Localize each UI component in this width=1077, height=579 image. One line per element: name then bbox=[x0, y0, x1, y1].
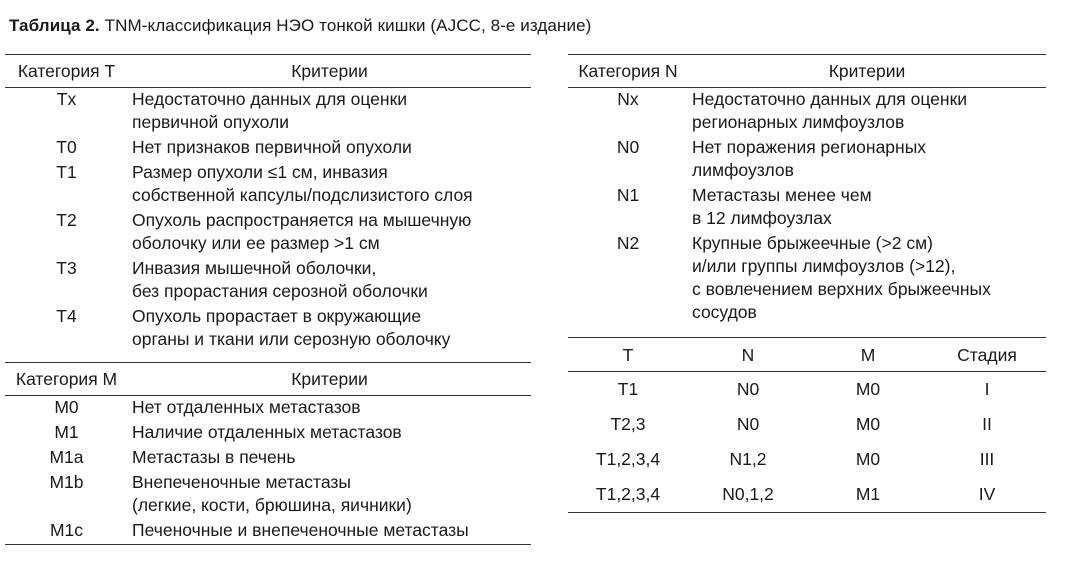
stage-cell-n: N0,1,2 bbox=[722, 484, 774, 504]
m-row-criteria-line: Печеночные и внепеченочные метастазы bbox=[132, 520, 469, 540]
m-row bbox=[5, 396, 531, 422]
n-row bbox=[568, 232, 1046, 326]
n-row-criteria-line: Недостаточно данных для оценки bbox=[692, 89, 968, 109]
n-row-criteria-line: с вовлечением верхних брыжеечных bbox=[692, 279, 991, 299]
m-row-category: M1b bbox=[49, 472, 84, 492]
stage-cell-m: M0 bbox=[855, 414, 881, 434]
n-row-category: N2 bbox=[616, 233, 640, 253]
m-row-criteria-line: Внепеченочные метастазы bbox=[132, 472, 351, 492]
n-header-category: Категория N bbox=[568, 55, 688, 88]
t-row-criteria-line: без прорастания серозной оболочки bbox=[132, 281, 428, 301]
m-row-criteria-line: Наличие отдаленных метастазов bbox=[132, 422, 402, 442]
t-row-criteria-line: Размер опухоли ≤1 см, инвазия bbox=[132, 162, 388, 182]
stage-row bbox=[568, 442, 1046, 477]
stage-cell-t: T1 bbox=[617, 379, 639, 399]
m-row-category: M1c bbox=[49, 520, 84, 540]
stage-cell-n: N0 bbox=[736, 379, 760, 399]
n-row-criteria bbox=[688, 136, 1046, 184]
t-row bbox=[5, 161, 531, 209]
m-header-criteria: Критерии bbox=[128, 363, 531, 396]
t-header-category: Категория T bbox=[5, 55, 128, 88]
t-row-criteria bbox=[128, 209, 531, 257]
m-row-criteria-line: Метастазы в печень bbox=[132, 447, 296, 467]
n-row-criteria bbox=[688, 88, 1046, 137]
n-row-criteria-line: Метастазы менее чем bbox=[692, 185, 872, 205]
t-row-category: Tx bbox=[56, 89, 77, 109]
t-row-criteria-line: Опухоль прорастает в окружающие bbox=[132, 306, 422, 326]
stage-cell-t: T1,2,3,4 bbox=[595, 449, 661, 469]
t-row bbox=[5, 136, 531, 161]
t-row bbox=[5, 305, 531, 353]
m-header-category: Категория M bbox=[5, 363, 128, 396]
t-row-criteria bbox=[128, 88, 531, 137]
caption-text: TNM-классификация НЭО тонкой кишки (AJCC, 8-е издание) bbox=[104, 16, 592, 35]
t-row bbox=[5, 209, 531, 257]
t-row-criteria-line: оболочку или ее размер >1 см bbox=[132, 233, 380, 253]
t-row-criteria bbox=[128, 161, 531, 209]
n-header-criteria: Критерии bbox=[688, 55, 1046, 88]
table-caption bbox=[9, 16, 591, 36]
stage-cell-n: N1,2 bbox=[729, 449, 767, 469]
m-row-criteria bbox=[128, 519, 531, 545]
stage-cell-t: T1,2,3,4 bbox=[595, 484, 661, 504]
stage-cell-m: M0 bbox=[855, 449, 881, 469]
m-row-category: M1a bbox=[49, 447, 84, 467]
n-row-criteria-line: лимфоузлов bbox=[692, 160, 794, 180]
stage-header-t: T bbox=[568, 338, 688, 372]
m-row-category: M0 bbox=[54, 397, 79, 417]
m-row bbox=[5, 471, 531, 519]
stage-cell-n: N0 bbox=[736, 414, 760, 434]
stage-row bbox=[568, 477, 1046, 513]
t-row-category: T1 bbox=[56, 162, 77, 182]
m-row bbox=[5, 446, 531, 471]
t-row-criteria-line: собственной капсулы/подслизистого слоя bbox=[132, 185, 473, 205]
t-header-criteria: Критерии bbox=[128, 55, 531, 88]
n-row-criteria bbox=[688, 232, 1046, 326]
n-row-criteria-line: сосудов bbox=[692, 302, 757, 322]
t-row-category: T4 bbox=[56, 306, 77, 326]
n-row-category: Nx bbox=[617, 89, 639, 109]
t-row-category: T0 bbox=[56, 137, 77, 157]
m-category-table bbox=[5, 362, 531, 545]
stage-cell-m: M1 bbox=[855, 484, 881, 504]
m-row-criteria-line: Нет отдаленных метастазов bbox=[132, 397, 361, 417]
stage-table bbox=[568, 337, 1046, 513]
stage-header-n: N bbox=[688, 338, 808, 372]
n-row-criteria bbox=[688, 184, 1046, 232]
n-row-criteria-line: Нет поражения регионарных bbox=[692, 137, 927, 157]
stage-header-stage: Стадия bbox=[928, 338, 1046, 372]
t-row bbox=[5, 88, 531, 137]
t-row-criteria-line: Нет признаков первичной опухоли bbox=[132, 137, 412, 157]
m-row-category: M1 bbox=[54, 422, 79, 442]
n-row bbox=[568, 88, 1046, 137]
n-row-criteria-line: Крупные брыжеечные (>2 см) bbox=[692, 233, 933, 253]
caption-label: Таблица 2. bbox=[9, 16, 100, 35]
stage-cell-m: M0 bbox=[855, 379, 881, 399]
stage-cell-stage: I bbox=[984, 379, 990, 399]
t-row-category: T3 bbox=[56, 258, 77, 278]
n-row-criteria-line: и/или группы лимфоузлов (>12), bbox=[692, 256, 956, 276]
stage-cell-stage: IV bbox=[978, 484, 996, 504]
t-row bbox=[5, 257, 531, 305]
t-row-criteria bbox=[128, 305, 531, 353]
n-category-table bbox=[568, 54, 1046, 326]
t-category-table bbox=[5, 54, 531, 353]
n-row-criteria-line: регионарных лимфоузлов bbox=[692, 112, 905, 132]
stage-row bbox=[568, 372, 1046, 408]
t-row-criteria-line: Недостаточно данных для оценки bbox=[132, 89, 408, 109]
n-row bbox=[568, 136, 1046, 184]
n-row-category: N0 bbox=[616, 137, 640, 157]
t-row-criteria bbox=[128, 136, 531, 161]
stage-cell-stage: III bbox=[979, 449, 995, 469]
m-row-criteria bbox=[128, 446, 531, 471]
t-row-criteria-line: органы и ткани или серозную оболочку bbox=[132, 329, 451, 349]
n-row-criteria-line: в 12 лимфоузлах bbox=[692, 208, 832, 228]
m-row-criteria bbox=[128, 421, 531, 446]
stage-cell-stage: II bbox=[982, 414, 992, 434]
t-row-criteria-line: первичной опухоли bbox=[132, 112, 290, 132]
m-row-criteria bbox=[128, 396, 531, 422]
m-row bbox=[5, 421, 531, 446]
n-row bbox=[568, 184, 1046, 232]
n-row-category: N1 bbox=[616, 185, 640, 205]
m-row bbox=[5, 519, 531, 545]
t-row-criteria-line: Опухоль распространяется на мышечную bbox=[132, 210, 472, 230]
stage-cell-t: T2,3 bbox=[610, 414, 646, 434]
t-row-criteria-line: Инвазия мышечной оболочки, bbox=[132, 258, 377, 278]
t-row-category: T2 bbox=[56, 210, 77, 230]
m-row-criteria bbox=[128, 471, 531, 519]
stage-header-m: M bbox=[808, 338, 928, 372]
t-row-criteria bbox=[128, 257, 531, 305]
stage-row bbox=[568, 407, 1046, 442]
m-row-criteria-line: (легкие, кости, брюшина, яичники) bbox=[132, 495, 412, 515]
